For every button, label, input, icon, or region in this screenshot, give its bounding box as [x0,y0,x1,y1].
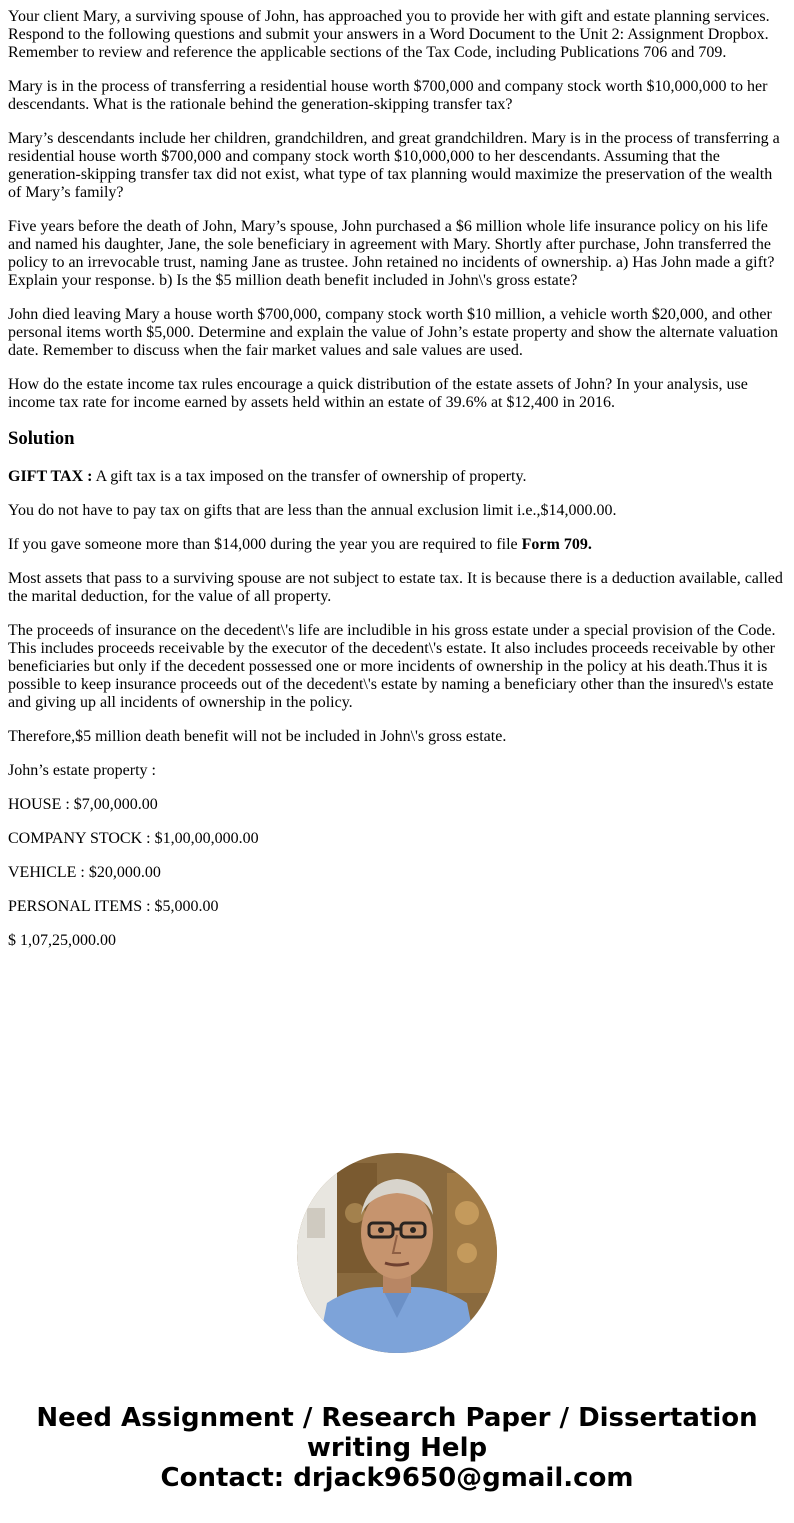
conclusion-paragraph: Therefore,$5 million death benefit will not be included in John\'s gross estate. [8,728,507,745]
author-portrait-image [297,1153,497,1353]
form-text: If you gave someone more than $14,000 during the year you are required to file [8,536,522,553]
estate-item-house: HOUSE : $7,00,000.00 [8,796,158,813]
contact-email: Contact: drjack9650@gmail.com [160,1463,634,1493]
solution-heading: Solution [8,428,75,449]
estate-total: $ 1,07,25,000.00 [8,932,116,949]
question-paragraph: Mary is in the process of transferring a residential house worth $700,000 and company stock worth $10,000,000 to her descendants. What is the rationale behind the generation-skipping transfer tax? [8,78,768,113]
question-paragraph: How do the estate income tax rules encourage a quick distribution of the estate assets of John? In your analysis, use income tax rate for income earned by assets held within an estate of 39.6% at $12,400 in 2016. [8,376,748,411]
question-paragraph: Five years before the death of John, Mary’s spouse, John purchased a $6 million whole life insurance policy on his life and named his daughter, Jane, the sole beneficiary in agreement with Mary. Shortly after purchase, John transferred the policy to an irrevocable trust, naming Jane as trustee. John retained no incidents of ownership. a) Has John made a gift? Explain your response. b) Is the $5 million death benefit included in John\'s gross estate? [8,218,775,289]
author-avatar [297,1153,497,1353]
insurance-paragraph: The proceeds of insurance on the decedent\'s life are includible in his gross estate under a special provision of the Code. This includes proceeds receivable by the executor of the decedent\'s estate. It also includes proceeds receivable by other beneficiaries but only if the decedent possessed one or more incidents of ownership in the policy at his death.Thus it is possible to keep insurance proceeds out of the decedent\'s estate by naming a beneficiary other than the insured\'s estate and giving up all incidents of ownership in the policy. [8,622,776,711]
contact-banner-line1: Need Assignment / Research Paper / Dissertation [36,1403,758,1433]
question-paragraph: Your client Mary, a surviving spouse of John, has approached you to provide her with gift and estate planning services. Respond to the following questions and submit your answers in a Word Document to the Unit 2: Assignment Dropbox. Remember to review and reference the applicable sections of the Tax Code, including Publications 706 and 709. [8,8,770,61]
exclusion-paragraph: You do not have to pay tax on gifts that are less than the annual exclusion limit i.e.,$14,000.00. [8,502,617,519]
estate-item-personal: PERSONAL ITEMS : $5,000.00 [8,898,219,915]
gift-tax-label: GIFT TAX : [8,468,93,485]
estate-item-vehicle: VEHICLE : $20,000.00 [8,864,161,881]
form-709-label: Form 709. [521,536,592,553]
gift-tax-paragraph [8,468,786,486]
question-paragraph: Mary’s descendants include her children, grandchildren, and great grandchildren. Mary is in the process of transferring a residential house worth $700,000 and company stock worth $10,000,000 to her descendants. Assuming that the generation-skipping transfer tax did not exist, what type of tax planning would maximize the preservation of the wealth of Mary’s family? [8,130,780,201]
gift-tax-text: A gift tax is a tax imposed on the transfer of ownership of property. [92,468,527,485]
document-content [8,8,786,966]
contact-banner [0,1403,794,1493]
marital-deduction-paragraph: Most assets that pass to a surviving spouse are not subject to estate tax. It is because there is a deduction available, called the marital deduction, for the value of all property. [8,570,783,605]
estate-heading: John’s estate property : [8,762,156,779]
question-paragraph: John died leaving Mary a house worth $700,000, company stock worth $10 million, a vehicle worth $20,000, and other personal items worth $5,000. Determine and explain the value of John’s estate property and show the alternate valuation date. Remember to discuss when the fair market values and sale values are used. [8,306,778,359]
contact-banner-line2: writing Help [306,1433,488,1463]
form-paragraph [8,536,786,554]
estate-item-stock: COMPANY STOCK : $1,00,00,000.00 [8,830,259,847]
